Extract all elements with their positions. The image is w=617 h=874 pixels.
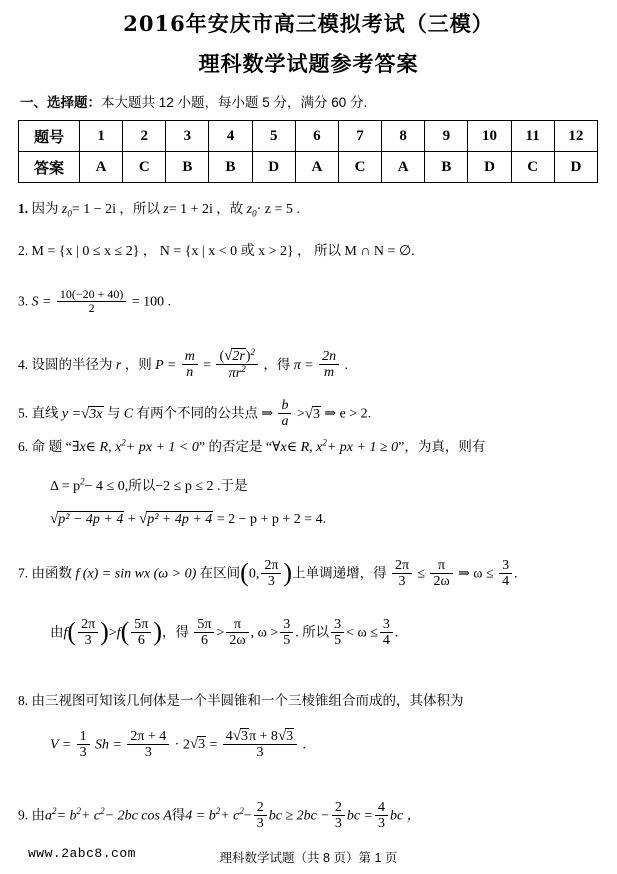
question-cell-7: 7 <box>338 121 381 152</box>
solution-8-radicand-a: 3 <box>198 737 206 753</box>
solution-7-cont-frac-e <box>280 617 293 648</box>
solution-7-interval-fraction <box>261 558 281 589</box>
solution-3-denominator: 2 <box>88 300 95 315</box>
solution-7-cont-frac-d <box>226 617 248 648</box>
question-cell-6: 6 <box>295 121 338 152</box>
sqrt-icon-3x <box>81 406 103 423</box>
solution-9-eq-c: + c <box>80 808 101 824</box>
solution-5-y-eq: y = <box>61 406 82 422</box>
solution-1-lead: 因为 <box>31 201 59 216</box>
solution-7-f3-den: 4 <box>502 574 510 590</box>
answer-cell-9: B <box>425 152 468 183</box>
solution-8-sh: Sh = <box>95 737 122 753</box>
solution-7-f2-den: 2ω <box>433 574 450 590</box>
solution-6-result: = 2 − p + p + 2 = 4. <box>216 512 327 527</box>
solution-6-sup-a: 2 <box>121 437 126 448</box>
solution-7-b3-den: 5 <box>283 633 291 649</box>
solution-4-period: . <box>344 357 348 373</box>
solution-7-interval-num: 2π <box>261 558 281 574</box>
solution-7-cont-frac-f <box>331 617 344 648</box>
solution-9-rhs-sup: 2 <box>215 806 221 817</box>
solution-7-fraction-3-4 <box>499 558 512 589</box>
solution-1-z0: z <box>61 202 68 217</box>
page-subtitle: 理科数学试题参考答案 <box>198 51 419 77</box>
solution-6-negation-label: 的否定是 <box>208 439 263 454</box>
solution-9-lead: 由 <box>31 807 45 823</box>
solution-8-result-numerator <box>223 728 297 745</box>
solution-8-continuation-1 <box>18 729 599 761</box>
solution-item-1 <box>18 197 599 219</box>
solution-8-coef-4: 4 <box>225 729 233 744</box>
solution-7-b2-num: π <box>226 617 248 633</box>
answer-cell-2: C <box>123 152 166 183</box>
solution-number-6: 6. <box>18 439 29 454</box>
solution-3-fraction <box>57 288 127 315</box>
footer-total-pages: 8 <box>323 851 330 865</box>
solution-8-result-denominator: 3 <box>256 745 264 761</box>
solution-7-cont-paren-open-a: ( <box>67 617 77 647</box>
radical-sign-icon-6a: √ <box>50 511 59 527</box>
solution-6-proposition-b: + px + 1 < 0 <box>125 440 199 455</box>
solution-4-paren-open: ( <box>219 349 225 364</box>
solution-7-paren-close: ) <box>283 558 293 588</box>
solution-5-gt: > <box>296 406 305 422</box>
answer-table <box>18 120 598 183</box>
solution-9-f2-den: 3 <box>334 816 342 832</box>
solution-7-f2-num: π <box>430 558 452 574</box>
solution-item-9 <box>18 801 599 832</box>
solution-7-f1-num: 2π <box>392 558 412 574</box>
solution-4-num-m: m <box>182 349 198 365</box>
solution-8-frac-result <box>223 728 297 760</box>
solution-7-f3-num: 3 <box>499 558 512 574</box>
question-cell-3: 3 <box>166 121 209 152</box>
solution-number-7: 7. <box>18 565 29 581</box>
solution-number-8: 8. <box>18 693 29 708</box>
question-cell-8: 8 <box>382 121 425 152</box>
solution-9-bc-2: bc = <box>346 808 374 824</box>
solution-6-range: −2 ≤ p ≤ 2 . <box>155 479 221 494</box>
solution-6-tail: ，为真，则有 <box>404 439 486 454</box>
page-footer <box>0 846 617 868</box>
solution-7-function: f (x) = sin wx (ω > 0) <box>75 566 197 582</box>
solution-1-z0b-sub: 0 <box>252 208 257 219</box>
solution-9-a: a <box>45 808 52 824</box>
solution-number-2: 2. <box>18 243 29 258</box>
solution-number-1: 1. <box>18 201 29 216</box>
question-cell-2: 2 <box>123 121 166 152</box>
radical-sign-icon-8c: √ <box>277 728 287 744</box>
solution-item-8 <box>18 689 599 709</box>
sqrt-icon-3-c <box>278 728 294 744</box>
solution-8-period: . <box>302 737 307 753</box>
solution-7-lead: 由函数 <box>31 565 72 581</box>
radical-sign-icon: √ <box>224 348 233 364</box>
sqrt-icon-3-a <box>190 736 206 753</box>
solution-7-lt: < ω ≤ <box>346 625 378 641</box>
solution-8-radicand-c: 3 <box>286 729 294 744</box>
solution-6-plus: + <box>127 512 136 527</box>
solution-8-frac-one-third <box>77 729 90 760</box>
section-heading-detail: 本大题共 12 小题，每小题 5 分，满分 60 分. <box>101 94 368 110</box>
solution-5-with: 与 <box>106 405 121 421</box>
solution-6-sup-b: 2 <box>322 437 327 448</box>
question-cell-10: 10 <box>468 121 511 152</box>
solution-4-pi-eq: π = <box>293 357 314 373</box>
solution-5-desc: 有两个不同的公共点 <box>136 405 258 421</box>
question-cell-4: 4 <box>209 121 252 152</box>
solution-4-fraction-ratio <box>216 348 258 381</box>
solution-6-proposition: ∃x∈ R, x <box>71 440 122 455</box>
solution-7-cont-frac-c <box>194 617 214 648</box>
question-cell-5: 5 <box>252 121 295 152</box>
solution-7-b3-num: 3 <box>280 617 293 633</box>
answer-cell-3: B <box>166 152 209 183</box>
solution-7-cont-frac-g <box>380 617 393 648</box>
solution-6-quote-close-2: ” <box>398 440 405 455</box>
solution-4-ratio-denominator <box>216 365 258 381</box>
section-heading-choice <box>20 94 599 112</box>
solution-8-text: 由三视图可知该几何体是一个半圆锥和一个三棱锥组合而成的，其体积为 <box>31 693 464 708</box>
radical-sign-icon-8a: √ <box>189 736 199 753</box>
solution-7-gt-1: > <box>108 625 117 641</box>
answer-cell-10: D <box>468 152 511 183</box>
solution-1-z0b: z <box>246 202 253 217</box>
answer-cell-1: A <box>80 152 123 183</box>
solution-item-2 <box>18 239 599 260</box>
solution-7-c2-den: 4 <box>382 633 390 649</box>
solution-8-pi-plus-8: π + 8 <box>248 729 278 744</box>
solution-7-fn-a: f <box>63 625 68 641</box>
solution-4-sup-2: 2 <box>250 347 256 357</box>
solution-9-f3-den: 3 <box>378 816 386 832</box>
solution-7-arrow: ⇒ ω ≤ <box>458 566 494 582</box>
solution-4-radicand: 2r <box>232 349 245 364</box>
solution-8-equals: = <box>209 737 218 753</box>
solution-7-dot-1: . <box>295 625 299 641</box>
solution-6-quote-close-1: ” <box>198 440 206 455</box>
solution-2-tail-math: M ∩ N = ∅. <box>344 244 415 259</box>
solution-7-interval-left: 0, <box>248 566 260 582</box>
solution-4-eq2: = <box>203 357 212 373</box>
solution-9-frac-4-3 <box>375 800 388 831</box>
solution-3-lhs: S = <box>31 294 52 310</box>
footer-mid: 页）第 <box>333 851 371 865</box>
solution-7-interval-den: 3 <box>267 574 275 590</box>
solution-7-b2-den: 2ω <box>229 633 246 649</box>
answer-cell-6: A <box>295 152 338 183</box>
solution-4-mid-cn: ，则 <box>124 356 152 372</box>
solution-7-cont-frac-b <box>131 617 151 648</box>
sqrt-icon-p2-plus4p4 <box>139 511 213 528</box>
solution-7-le-1: ≤ <box>417 566 426 582</box>
solution-5-fraction-b-a <box>278 398 291 429</box>
solution-7-cont-mid: ，得 <box>162 624 190 640</box>
solution-9-eq-b: = b <box>56 808 77 824</box>
answer-cell-12: D <box>554 152 597 183</box>
solution-6-delta-rest: − 4 ≤ 0, <box>84 479 129 494</box>
solution-5-arrow-2: ⇒ e > 2 <box>324 406 368 422</box>
solution-8-f1-den: 3 <box>79 744 87 760</box>
solution-item-5 <box>18 399 599 430</box>
radical-sign-icon-5b: √ <box>304 405 313 422</box>
solution-4-pi-r: πr <box>228 366 242 382</box>
radical-sign-icon-8b: √ <box>232 728 241 744</box>
answer-cell-4: B <box>209 152 252 183</box>
solution-6-negation: ∀x∈ R, x <box>272 440 323 455</box>
solution-6-quote-open-2: “ <box>265 440 273 455</box>
solution-4-lead: 设圆的半径为 <box>31 356 113 372</box>
solution-2-comma-2: ， <box>297 243 311 258</box>
solution-5-den-a: a <box>281 414 289 430</box>
solution-9-c-sup: 2 <box>100 806 105 817</box>
solution-9-bc-3: bc ， <box>390 808 421 824</box>
section-heading-lead: 一、选择题： <box>20 94 101 110</box>
solution-7-cont-paren-open-b: ( <box>120 617 130 647</box>
question-cell-9: 9 <box>425 121 468 152</box>
solution-7-b1-num: 5π <box>194 617 214 633</box>
solution-5-period: . <box>367 406 372 422</box>
solution-7-a1-num: 2π <box>78 617 98 633</box>
solution-9-b-sup: 2 <box>76 806 81 817</box>
solution-1-mid: ，所以 <box>119 201 160 216</box>
footer-page-number: 1 <box>374 851 382 865</box>
solution-4-fraction-mn <box>182 349 198 380</box>
solution-6-continuation-2 <box>18 511 599 528</box>
solution-8-f2-den: 3 <box>144 744 152 760</box>
solution-5-arrow-1: ⇒ <box>261 406 274 422</box>
solution-7-cont-paren-close-a: ) <box>100 617 109 647</box>
answer-cell-5: D <box>252 152 295 183</box>
solution-8-mid: · 2 <box>174 737 190 753</box>
footer-website-url: www.2abc8.com <box>28 846 136 861</box>
solution-4-den-n: n <box>186 365 194 381</box>
solution-4-den-sup: 2 <box>241 364 246 375</box>
solution-7-c1-num: 3 <box>331 617 344 633</box>
table-row-answers <box>19 152 598 183</box>
solution-1-tail-cn: ，故 <box>216 201 244 216</box>
solution-7-paren-open: ( <box>240 558 249 588</box>
answer-cell-11: C <box>511 152 554 183</box>
answer-cell-7: C <box>338 152 381 183</box>
question-cell-1: 1 <box>80 121 123 152</box>
solution-7-a2-num: 5π <box>131 617 151 633</box>
solution-7-monotonic: 上单调递增，得 <box>292 565 387 581</box>
solution-7-continuation-1 <box>18 618 599 649</box>
solution-7-b1-den: 6 <box>200 633 208 649</box>
question-cell-12: 12 <box>554 121 597 152</box>
page-title: 2016年安庆市高三模拟考试（三模） <box>123 11 494 36</box>
solution-6-radicand-1: p² − 4p + 4 <box>58 512 124 527</box>
solution-4-ratio-numerator <box>216 348 258 365</box>
solution-2-set-m: M = {x | 0 ≤ x ≤ 2} <box>31 244 140 259</box>
solution-4-paren-close: ) <box>245 349 251 364</box>
footer-prefix: 理科数学试题（共 <box>219 851 320 865</box>
solution-7-fraction-pi-2w <box>430 558 452 589</box>
solution-7-cont-lead: 由 <box>50 624 64 640</box>
solution-9-frac-2-3-b <box>332 800 345 831</box>
solution-5-radicand-3x: 3x <box>89 406 103 422</box>
solution-1-z0-sub: 0 <box>67 208 72 219</box>
solution-6-continuation-1 <box>18 474 599 495</box>
solution-number-9: 9. <box>18 807 29 823</box>
solution-9-bc-1: bc ≥ 2bc − <box>268 808 330 824</box>
solution-4-radius: r <box>115 357 122 373</box>
solution-7-dot-2: . <box>394 625 399 641</box>
solution-7-f1-den: 3 <box>398 574 406 590</box>
solution-9-f2-num: 2 <box>332 800 345 816</box>
answer-cell-8: A <box>382 152 425 183</box>
solution-9-rhs: 4 = b <box>185 808 216 824</box>
solution-6-delta: Δ = p <box>50 479 81 494</box>
sqrt-icon-3 <box>305 406 321 423</box>
sqrt-icon-p2-4p4 <box>50 511 124 528</box>
solution-7-a1-den: 3 <box>84 633 92 649</box>
solution-5-radicand-3: 3 <box>312 406 320 422</box>
solution-4-den-m: m <box>324 365 335 381</box>
footer-suffix: 页 <box>384 851 398 865</box>
solution-2-set-n: N = {x | x < 0 或 x > 2} <box>159 244 294 259</box>
solution-9-minus: − <box>243 808 252 824</box>
solution-7-a2-den: 6 <box>137 633 145 649</box>
solution-6-radicand-2: p² + 4p + 4 <box>147 512 213 527</box>
solution-7-c2-num: 3 <box>380 617 393 633</box>
solution-1-eq2: = 1 + 2i <box>168 202 213 217</box>
solution-2-comma-1: ， <box>142 243 157 258</box>
solution-8-volume-label: V = <box>50 737 72 753</box>
solution-5-curve-c: C <box>123 406 134 422</box>
solution-8-f1-num: 1 <box>77 729 90 745</box>
solution-6-delta-sup: 2 <box>80 476 85 487</box>
solution-6-negation-b: + px + 1 ≥ 0 <box>326 440 399 455</box>
solution-8-radicand-b: 3 <box>240 729 248 744</box>
solution-item-7 <box>18 559 599 590</box>
question-cell-11: 11 <box>511 121 554 152</box>
solution-7-fn-b: f <box>116 625 121 641</box>
solution-7-omega-gt: , ω > <box>250 625 279 641</box>
solution-item-3 <box>18 289 599 316</box>
solution-9-a-sup: 2 <box>52 806 57 817</box>
row-header-answer: 答案 <box>19 152 80 183</box>
solution-7-gt-2: > <box>216 625 225 641</box>
solution-5-num-b: b <box>278 398 291 414</box>
solution-7-cont-frac-a <box>78 617 98 648</box>
solution-8-f2-num: 2π + 4 <box>127 729 169 745</box>
solution-7-therefore: 所以 <box>302 624 330 640</box>
sqrt-icon-2r <box>224 348 246 364</box>
solution-9-frac-2-3-a <box>254 800 267 831</box>
solution-9-rhs-b: + c <box>220 808 240 824</box>
solution-5-lead: 直线 <box>31 405 59 421</box>
solution-9-f1-den: 3 <box>256 816 264 832</box>
solution-9-f1-num: 2 <box>254 800 267 816</box>
solution-9-rhs-b-sup: 2 <box>239 806 244 817</box>
solution-9-cos-term: − 2bc cos A <box>104 808 172 824</box>
solution-1-eq1: = 1 − 2i <box>71 202 117 217</box>
solution-6-lead: 命 题 <box>31 439 63 454</box>
solution-7-period: . <box>514 566 518 582</box>
solution-3-numerator: 10(−20 + 40) <box>57 288 127 302</box>
solution-6-cont-cn-1: 所以 <box>128 478 156 493</box>
table-row-question-numbers <box>19 121 598 152</box>
solution-9-f3-num: 4 <box>375 800 388 816</box>
solution-4-p-eq: P = <box>155 357 177 373</box>
solution-7-cont-paren-close-b: ) <box>153 617 163 647</box>
solution-1-z: z <box>163 202 169 217</box>
radical-sign-icon-5a: √ <box>81 405 90 422</box>
solution-number-3: 3. <box>18 293 29 309</box>
solution-1-eq3: · z = 5 . <box>256 202 300 217</box>
solution-8-frac-2pi4-3 <box>127 729 169 760</box>
radical-sign-icon-6b: √ <box>138 511 148 527</box>
footer-page-info <box>0 848 617 866</box>
solution-2-tail-cn: 所以 <box>314 243 341 258</box>
solution-item-6 <box>18 435 599 456</box>
solution-6-cont-cn-2: 于是 <box>220 478 248 493</box>
solution-item-4 <box>18 349 599 382</box>
solution-7-c1-den: 5 <box>334 633 342 649</box>
sqrt-icon-3-b <box>233 728 249 744</box>
solution-6-quote-open-1: “ <box>65 440 72 455</box>
row-header-question: 题号 <box>19 121 80 152</box>
solution-number-5: 5. <box>18 405 29 421</box>
solution-4-fraction-2n-m <box>319 349 339 380</box>
solution-9-de: 得 <box>171 807 186 823</box>
solution-3-rhs: = 100 . <box>131 294 172 310</box>
solution-number-4: 4. <box>18 356 29 372</box>
solution-4-num-2n: 2n <box>319 349 339 365</box>
answer-sheet-page <box>0 11 617 874</box>
solution-4-tail-cn: ，得 <box>263 356 291 372</box>
solution-7-fraction-2pi-3 <box>392 558 412 589</box>
solution-7-interval-label: 在区间 <box>199 565 241 581</box>
